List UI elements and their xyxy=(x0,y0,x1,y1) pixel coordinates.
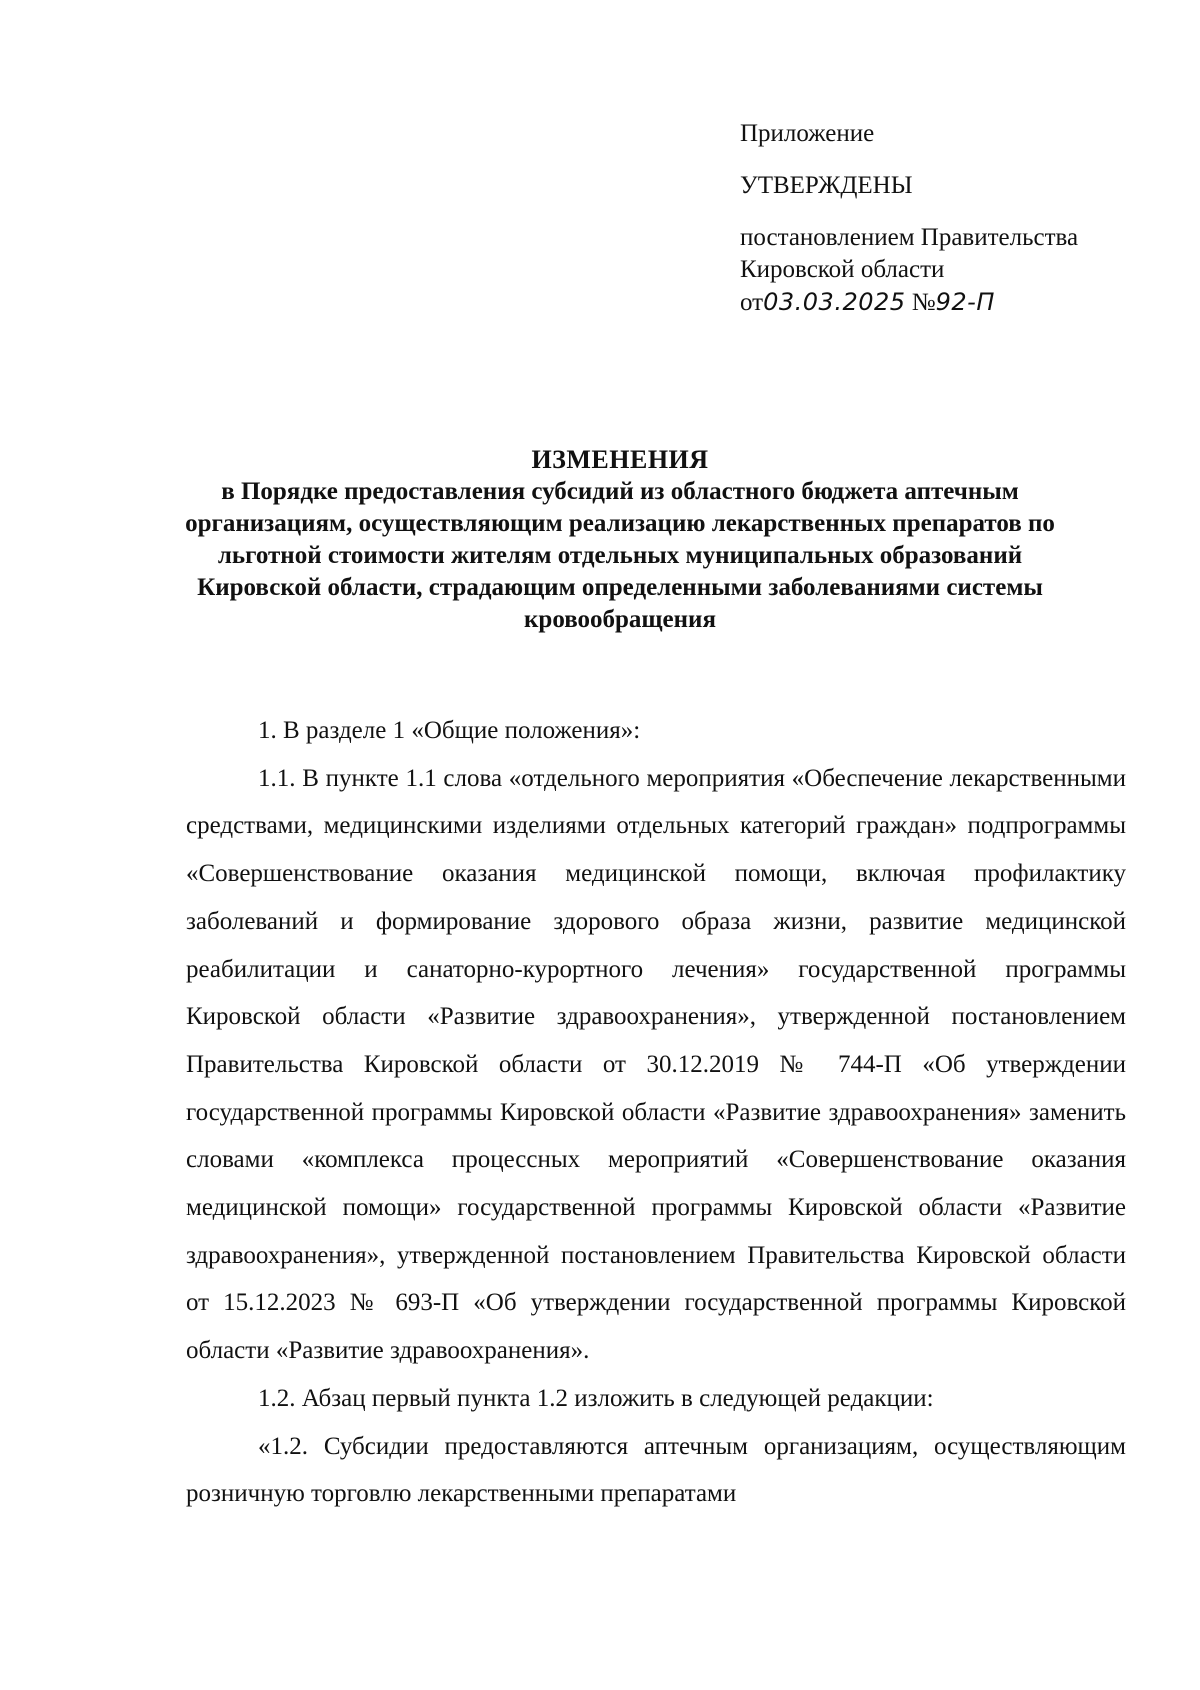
title-heading: ИЗМЕНЕНИЯ xyxy=(531,445,709,474)
resolution-date-line xyxy=(740,286,1160,319)
number-sign: № xyxy=(911,289,936,316)
paragraph: «1.2. Субсидии предоставляются аптечным организациям, осуществляющим розничную торговлю лекарственными препаратами xyxy=(186,1432,1126,1508)
approved-label: УТВЕРЖДЕНЫ xyxy=(740,172,913,199)
approval-block xyxy=(740,118,1160,319)
paragraph: 1.1. В пункте 1.1 слова «отдельного мероприятия «Обеспечение лекарственными средствами, медицинскими изделиями отдельных категорий граждан» подпрограммы «Совершенствование оказания медицинской помощи, включая профилактику заболеваний и формирование здорового образа жизни, развитие медицинской реабилитации и санаторно-курортного лечения» государственной программы Кировской области «Развитие здравоохранения», утвержденной постановлением Правительства Кировской области от 30.12.2019 № 744-П «Об утверждении государственной программы Кировской области «Развитие здравоохранения» заменить словами «комплекса процессных мероприятий «Совершенствование оказания медицинской помощи» государственной программы Кировской области «Развитие здравоохранения», утвержденной постановлением Правительства Кировской области от 15.12.2023 № 693-П «Об утверждении государственной программы Кировской области «Развитие здравоохранения». xyxy=(186,764,1126,1365)
resolution-line-2: Кировской области xyxy=(740,256,945,283)
paragraph: 1.2. Абзац первый пункта 1.2 изложить в следующей редакции: xyxy=(258,1384,934,1412)
appendix-label: Приложение xyxy=(740,120,875,147)
paragraph: 1. В разделе 1 «Общие положения»: xyxy=(258,717,641,744)
title-subtitle: в Порядке предоставления субсидий из областного бюджета аптечным организациям, осуществляющим реализацию лекарственных препаратов по льготной стоимости жителям отдельных муниципальных образований Кировской области, страдающим определенными заболеваниями системы кровообращения xyxy=(185,478,1055,633)
handwritten-date: 03.03.2025 xyxy=(763,288,906,316)
date-prefix: от xyxy=(740,289,764,316)
resolution-line-1: постановлением Правительства xyxy=(740,224,1079,251)
document-title xyxy=(170,444,1070,636)
handwritten-number: 92-П xyxy=(935,288,995,316)
document-body xyxy=(186,707,1126,1518)
